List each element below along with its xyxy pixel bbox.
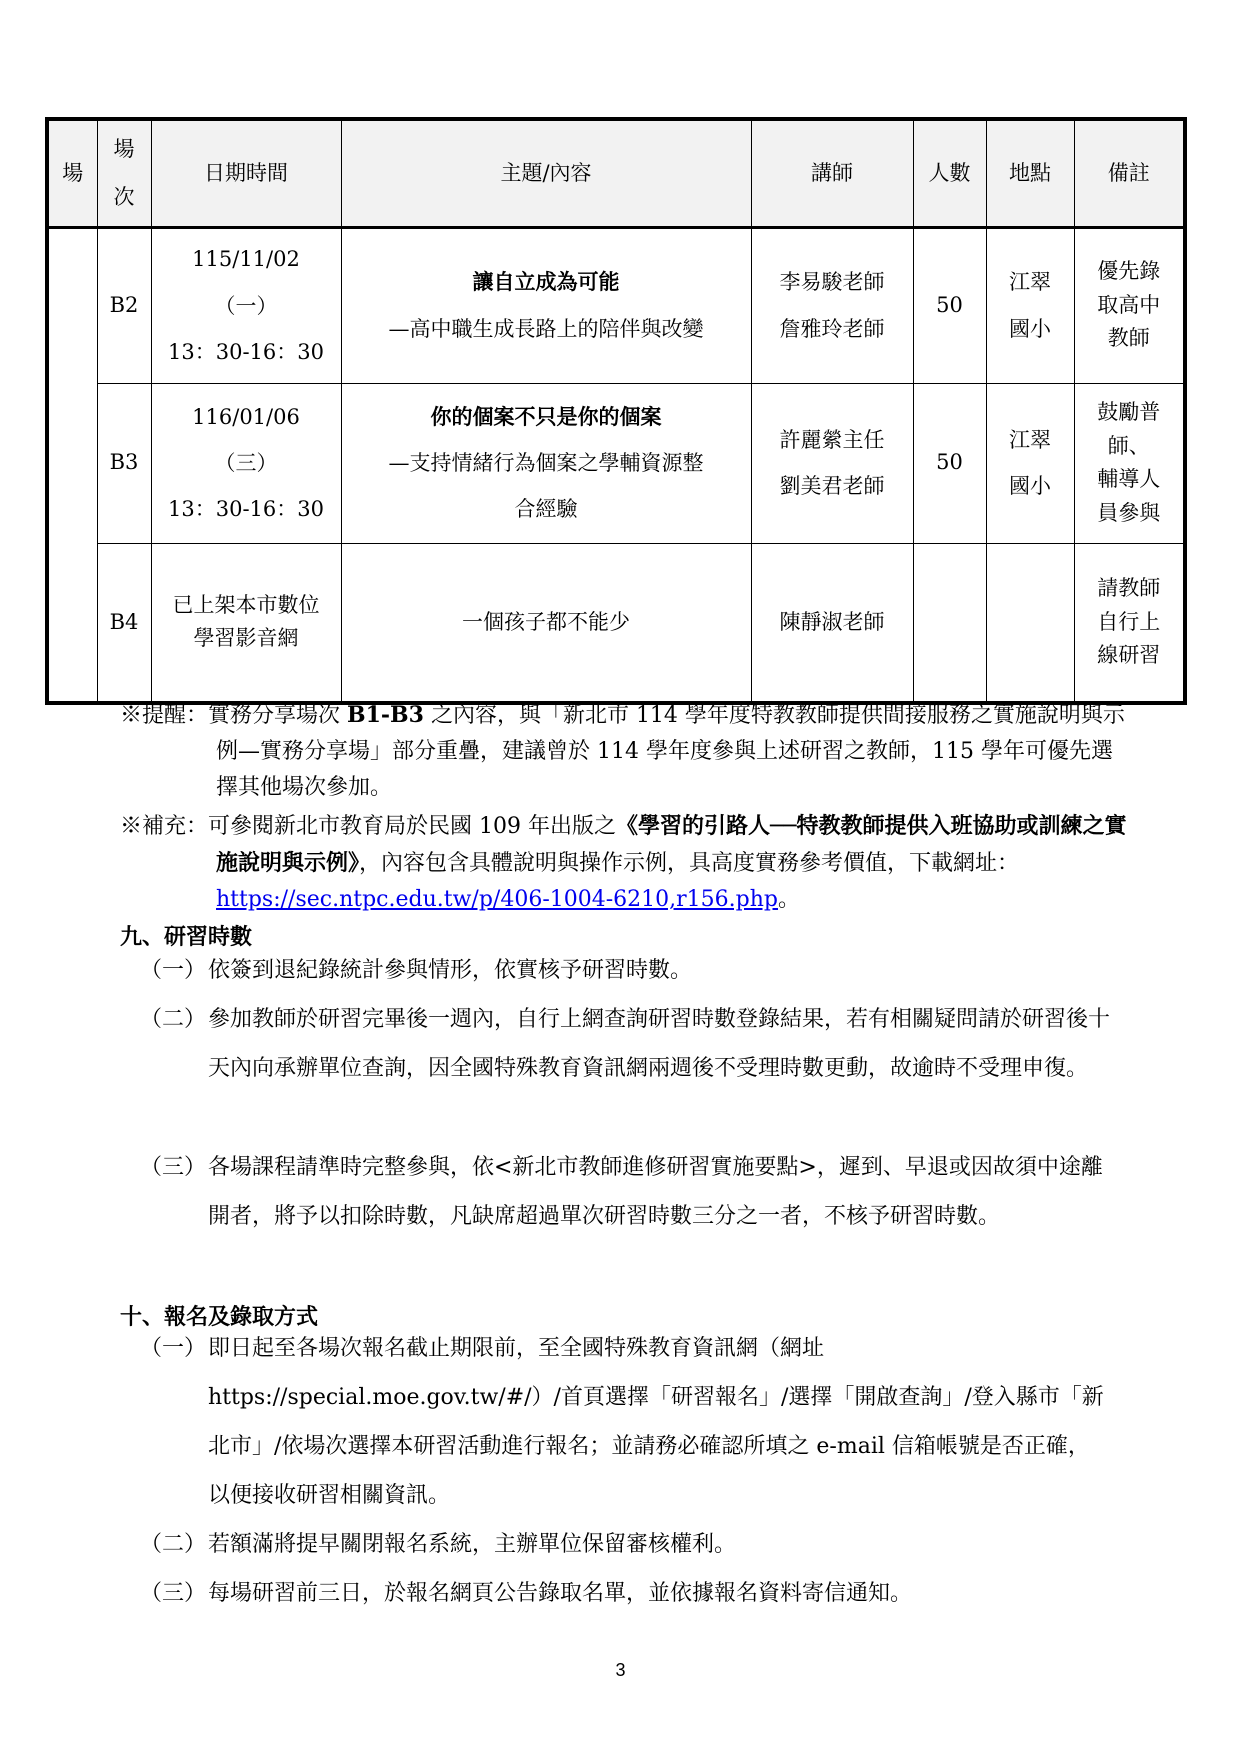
venue-cell: [47, 227, 97, 703]
table-row: [47, 383, 1185, 543]
header-venue: 場: [47, 119, 97, 227]
page-number: 3: [615, 1660, 626, 1680]
header-note: 備註: [1074, 119, 1185, 227]
header-lecturer: 講師: [751, 119, 913, 227]
list-item: （三） 各場課程請準時完整參與，依<新北市教師進修研習實施要點>，遲到、早退或因故須中途離開者，將予以扣除時數，凡缺席超過單次研習時數三分之一者，不核予研習時數。: [140, 1155, 1103, 1229]
place-cell: [986, 543, 1074, 703]
session-cell: B3: [97, 383, 151, 543]
session-cell: B4: [97, 543, 151, 703]
session-cell: B2: [97, 227, 151, 383]
topic-cell: 讓自立成為可能 —高中職生成長路上的陪伴與改變: [341, 227, 751, 383]
count-cell: 50: [913, 227, 986, 383]
lecturer-cell: 陳靜淑老師: [751, 543, 913, 703]
section-9-title: 九、研習時數: [120, 924, 253, 950]
count-cell: [913, 543, 986, 703]
topic-cell: 你的個案不只是你的個案 —支持情緒行為個案之學輔資源整 合經驗: [341, 383, 751, 543]
note-cell: 鼓勵普 師、 輔導人 員參與: [1074, 383, 1185, 543]
section-10-title: 十、報名及錄取方式: [120, 1304, 319, 1330]
datetime-cell: 116/01/06 （三） 13：30-16：30: [151, 383, 341, 543]
header-topic: 主題/內容: [341, 119, 751, 227]
place-cell: 江翠 國小: [986, 383, 1074, 543]
list-item: （一） 即日起至各場次報名截止期限前，至全國特殊教育資訊網（網址 https://special.moe.gov.tw/#/）/首頁選擇「研習報名」/選擇「開啟查詢」/登入縣市「新北市」/依場次選擇本研習活動進行報名；並請務必確認所填之 e-mail 信箱帳號是否正確，以便接收研習相關資訊。: [140, 1336, 1104, 1508]
note-cell: 請教師 自行上 線研習: [1074, 543, 1185, 703]
supplement-paragraph: ※補充：可參閱新北市教育局於民國 109 年出版之《學習的引路人──特教教師提供入班協助或訓練之實施說明與示例》，內容包含具體說明與操作示例，具高度實務參考價值，下載網址：https://sec.ntpc.edu.tw/p/406-1004-6210,r156.php。: [120, 813, 1127, 912]
note-cell: 優先錄 取高中 教師: [1074, 227, 1185, 383]
list-item: （二） 若額滿將提早關閉報名系統，主辦單位保留審核權利。: [140, 1532, 737, 1557]
table-header-row: [47, 119, 1185, 227]
list-item: （二） 參加教師於研習完畢後一週內，自行上網查詢研習時數登錄結果，若有相關疑問請於研習後十天內向承辦單位查詢，因全國特殊教育資訊網兩週後不受理時數更動，故逾時不受理申復。: [140, 1007, 1111, 1081]
reminder-paragraph: ※提醒：實務分享場次 B1-B3 之內容，與「新北市 114 學年度特教教師提供間接服務之實施說明與示例—實務分享場」部分重疊，建議曾於 114 學年度參與上述研習之教師，115 學年可優先選擇其他場次參加。: [120, 702, 1125, 800]
topic-cell: 一個孩子都不能少: [341, 543, 751, 703]
lecturer-cell: 李易駿老師 詹雅玲老師: [751, 227, 913, 383]
lecturer-cell: 許麗縈主任 劉美君老師: [751, 383, 913, 543]
count-cell: 50: [913, 383, 986, 543]
place-cell: 江翠 國小: [986, 227, 1074, 383]
header-count: 人數: [913, 119, 986, 227]
header-session: 場 次: [97, 119, 151, 227]
table-row: [47, 227, 1185, 383]
datetime-cell: 115/11/02 （一） 13：30-16：30: [151, 227, 341, 383]
header-datetime: 日期時間: [151, 119, 341, 227]
datetime-cell: 已上架本市數位 學習影音網: [151, 543, 341, 703]
header-place: 地點: [986, 119, 1074, 227]
schedule-table: [45, 117, 1187, 705]
table-row: [47, 543, 1185, 703]
list-item: （三） 每場研習前三日，於報名網頁公告錄取名單，並依據報名資料寄信通知。: [140, 1581, 913, 1606]
download-link[interactable]: https://sec.ntpc.edu.tw/p/406-1004-6210,r156.php: [216, 887, 778, 912]
list-item: （一） 依簽到退紀錄統計參與情形，依實核予研習時數。: [140, 958, 693, 983]
